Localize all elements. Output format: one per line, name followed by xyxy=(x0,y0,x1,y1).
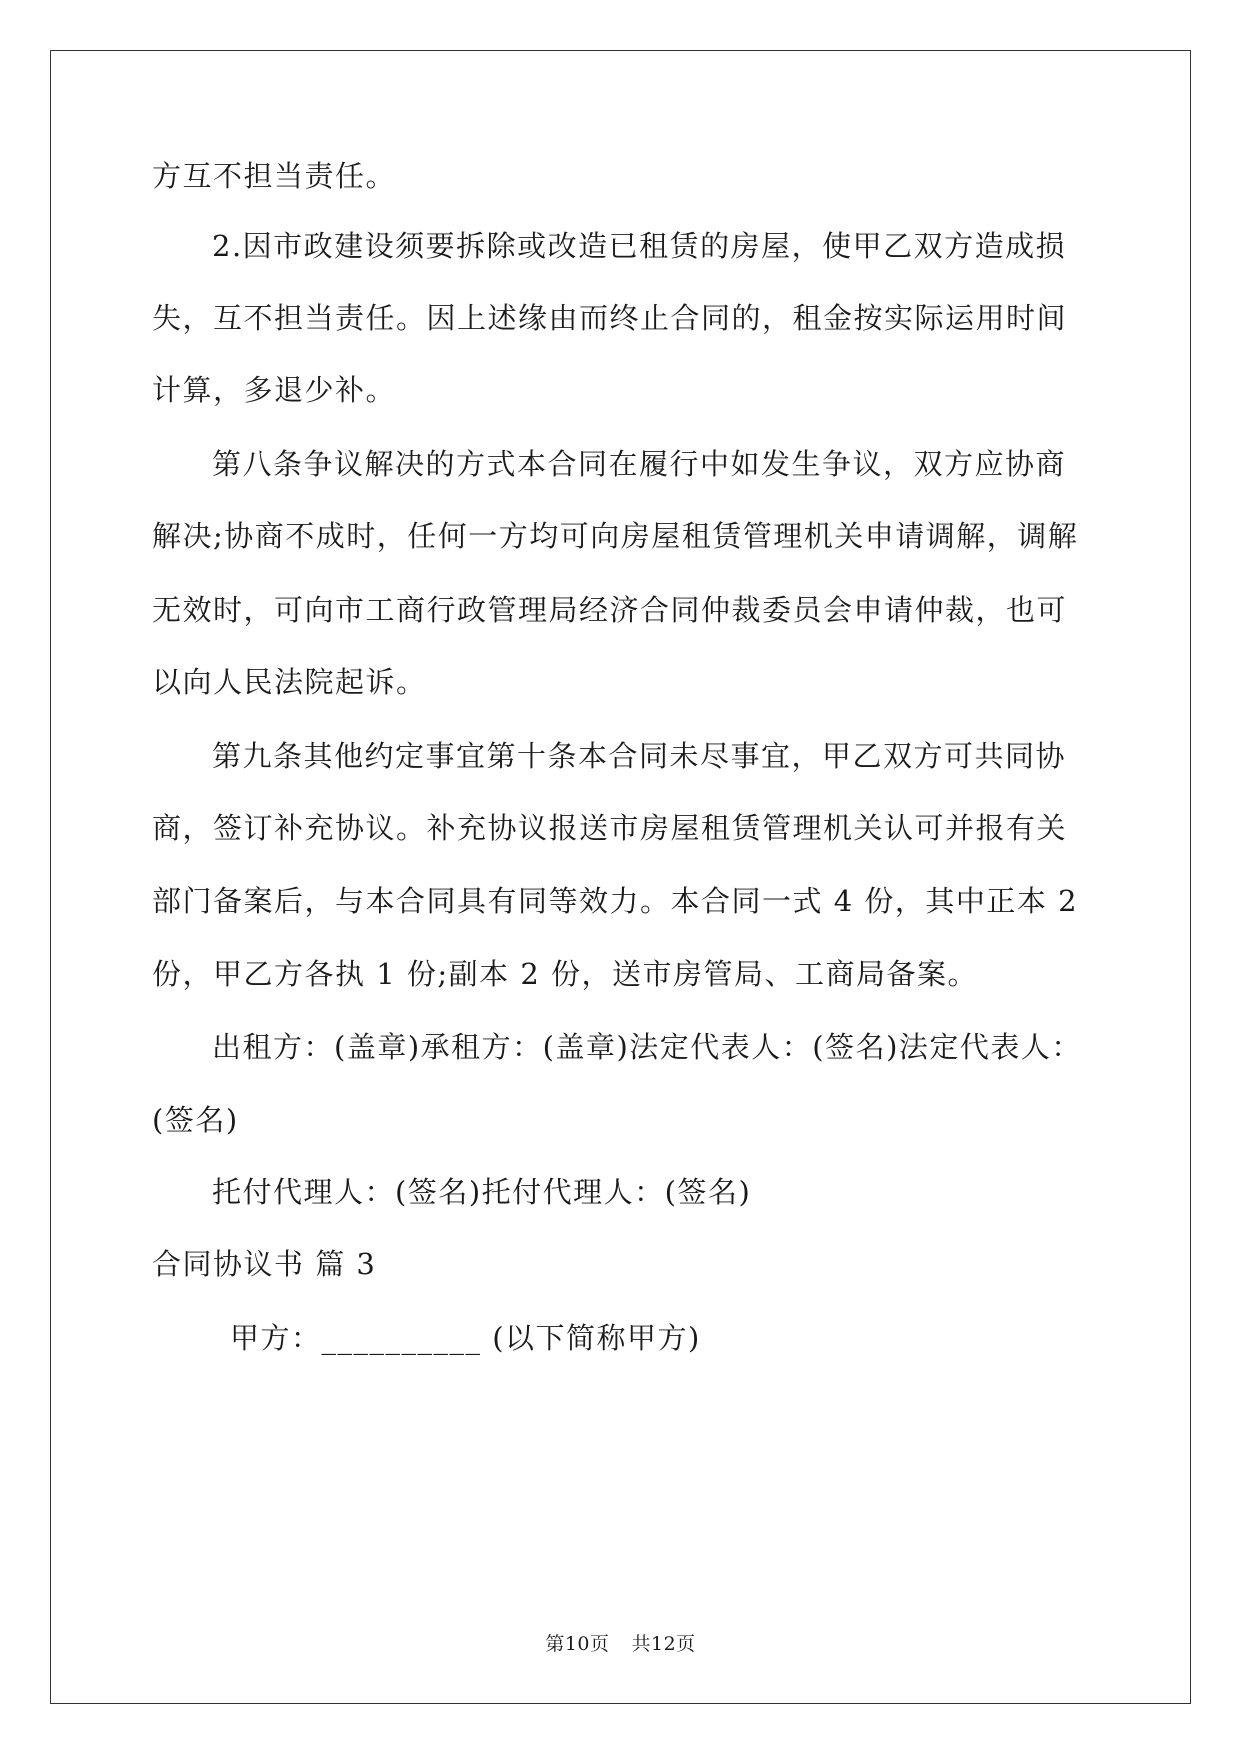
page-footer xyxy=(0,1632,1241,1656)
section-heading: 合同协议书 篇 3 xyxy=(152,1247,377,1281)
text-line: (签名) xyxy=(152,1103,239,1137)
article-9-paragraph: 第九条其他约定事宜第十条本合同未尽事宜，甲乙双方可共同协 xyxy=(212,739,1067,773)
text-line: 无效时，可向市工商行政管理局经济合同仲裁委员会申请仲裁，也可 xyxy=(152,593,1068,627)
text-line: 计算，多退少补。 xyxy=(152,373,397,407)
paragraph-item-2: 2.因市政建设须要拆除或改造已租赁的房屋，使甲乙双方造成损 xyxy=(212,229,1067,263)
signature-block: 出租方：(盖章)承租方：(盖章)法定代表人：(签名)法定代表人： xyxy=(212,1030,1082,1064)
current-page-number: 第10页 xyxy=(545,1633,610,1655)
party-a-line: 甲方：__________ (以下简称甲方) xyxy=(230,1321,701,1355)
text-line: 部门备案后，与本合同具有同等效力。本合同一式 4 份，其中正本 2 xyxy=(152,884,1079,918)
total-page-count: 共12页 xyxy=(631,1633,696,1655)
text-line: 份，甲乙方各执 1 份;副本 2 份，送市房管局、工商局备案。 xyxy=(152,957,979,991)
text-line: 商，签订补充协议。补充协议报送市房屋租赁管理机关认可并报有关 xyxy=(152,811,1068,845)
text-line: 方互不担当责任。 xyxy=(152,159,397,193)
text-line: 解决;协商不成时，任何一方均可向房屋租赁管理机关申请调解，调解 xyxy=(152,519,1079,553)
text-line: 失，互不担当责任。因上述缘由而终止合同的，租金按实际运用时间 xyxy=(152,301,1068,335)
agent-signature-line: 托付代理人：(签名)托付代理人：(签名) xyxy=(212,1175,752,1209)
text-line: 以向人民法院起诉。 xyxy=(152,665,427,699)
article-8-paragraph: 第八条争议解决的方式本合同在履行中如发生争议，双方应协商 xyxy=(212,447,1067,481)
